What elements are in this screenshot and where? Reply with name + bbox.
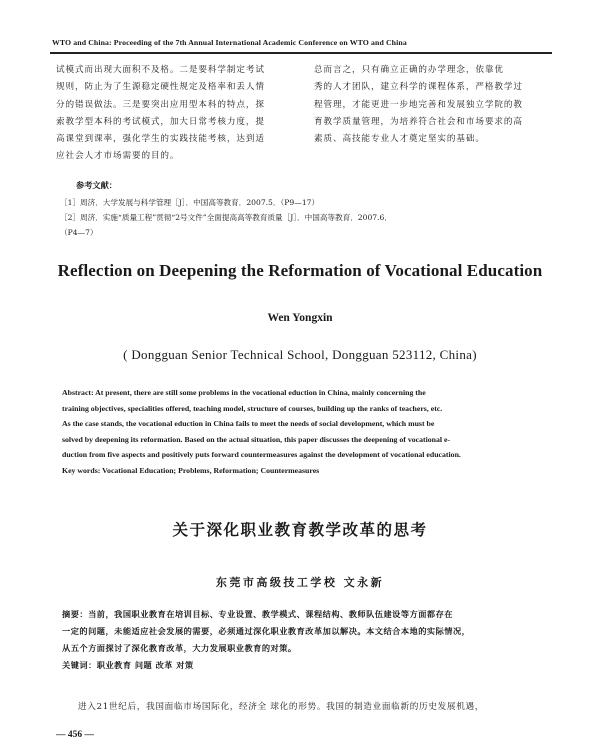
left-column-text [56,62,292,166]
text-line: 总而言之，只有确立正确的办学理念，依靠优 [314,65,504,75]
abstract-line: 从五个方面探讨了深化教育改革，大力发展职业教育的对策。 [62,643,297,653]
text-line: 秀的人才团队，建立科学的课程体系，严格教学过 [314,82,523,93]
references-title: 参考文献： [76,180,117,190]
abstract-line: duction from five aspects and positively puts forward countermeasures against the development of vocational education. [62,450,461,460]
english-author: Wen Yongxin [267,312,333,324]
abstract-line: training objectives, specialities offered, teaching model, structure of courses, building up the ranks of teachers, etc. [62,403,443,413]
body-text-start: 进入21世纪后，我国面临市场国际化，经济全 球化的形势。我国的制造业面临新的历史发展机遇， [78,702,485,712]
reference-item: （P4—7） [60,228,98,237]
abstract-line: solved by deepening its reformation. Based on the actual situation, this paper discusses the deepening of vocational e- [62,434,451,444]
chinese-author: 东莞市高级技工学校 文永新 [215,576,385,589]
reference-item: ［1］周济．大学发展与科学管理［J］．中国高等教育．2007.5．（P9—17） [60,198,320,207]
english-title: Reflection on Deepening the Reformation of Vocational Education [57,261,543,280]
text-line: 试模式而出现大面积不及格。二是要科学制定考试 [56,65,265,75]
abstract-line: 一定的问题，未能适应社会发展的需要，必须通过深化职业教育改革加以解决。本文结合本地的实际情况， [62,626,471,636]
text-line: 索教学型本科的考试模式，加大日常考核力度，提 [56,116,265,127]
english-abstract [62,385,548,479]
abstract-line: As the case stands, the vocational eduction in China fails to meet the needs of social development, which must be [62,419,435,429]
text-line: 程管理，才能更进一步地完善和发展独立学院的教 [314,99,523,110]
keywords-line: Key words: Vocational Education; Problems, Reformation; Countermeasures [62,465,320,475]
text-line: 高课堂到课率，强化学生的实践技能考核，达到适 [56,134,265,145]
text-line: 应社会人才市场需要的目的。 [56,151,180,162]
keywords-line: 关键词：职业教育 问题 改革 对策 [62,660,194,670]
page-number: — 456 — [56,730,94,740]
abstract-line: 摘要：当前，我国职业教育在培训目标、专业设置、教学模式、课程结构、教师队伍建设等方面都存在 [62,609,453,619]
text-line: 素质、高技能专业人才奠定坚实的基础。 [314,134,485,145]
chinese-abstract [62,606,556,674]
english-affiliation: ( Dongguan Senior Technical School, Dongguan 523112, China) [123,347,477,362]
right-column-text [314,62,550,148]
abstract-line: Abstract: At present, there are still some problems in the vocational eduction in China, mainly concerning the [62,388,426,397]
text-line: 分的错误做法。三是要突出应用型本科的特点，探 [56,99,265,110]
reference-item: ［2］周济．实施“质量工程”贯彻“2号文件”全面提高高等教育质量［J］．中国高等教育．2007.6． [60,213,392,222]
references-list [60,195,552,240]
chinese-title: 关于深化职业教育教学改革的思考 [172,520,428,539]
text-line: 规则，防止为了生源稳定硬性规定及格率和丢人情 [56,82,265,93]
header-rule [50,52,552,54]
running-header: WTO and China: Proceeding of the 7th Annual International Academic Conference on WTO and China [52,38,407,47]
text-line: 育教学质量管理，为培养符合社会和市场要求的高 [314,116,523,127]
